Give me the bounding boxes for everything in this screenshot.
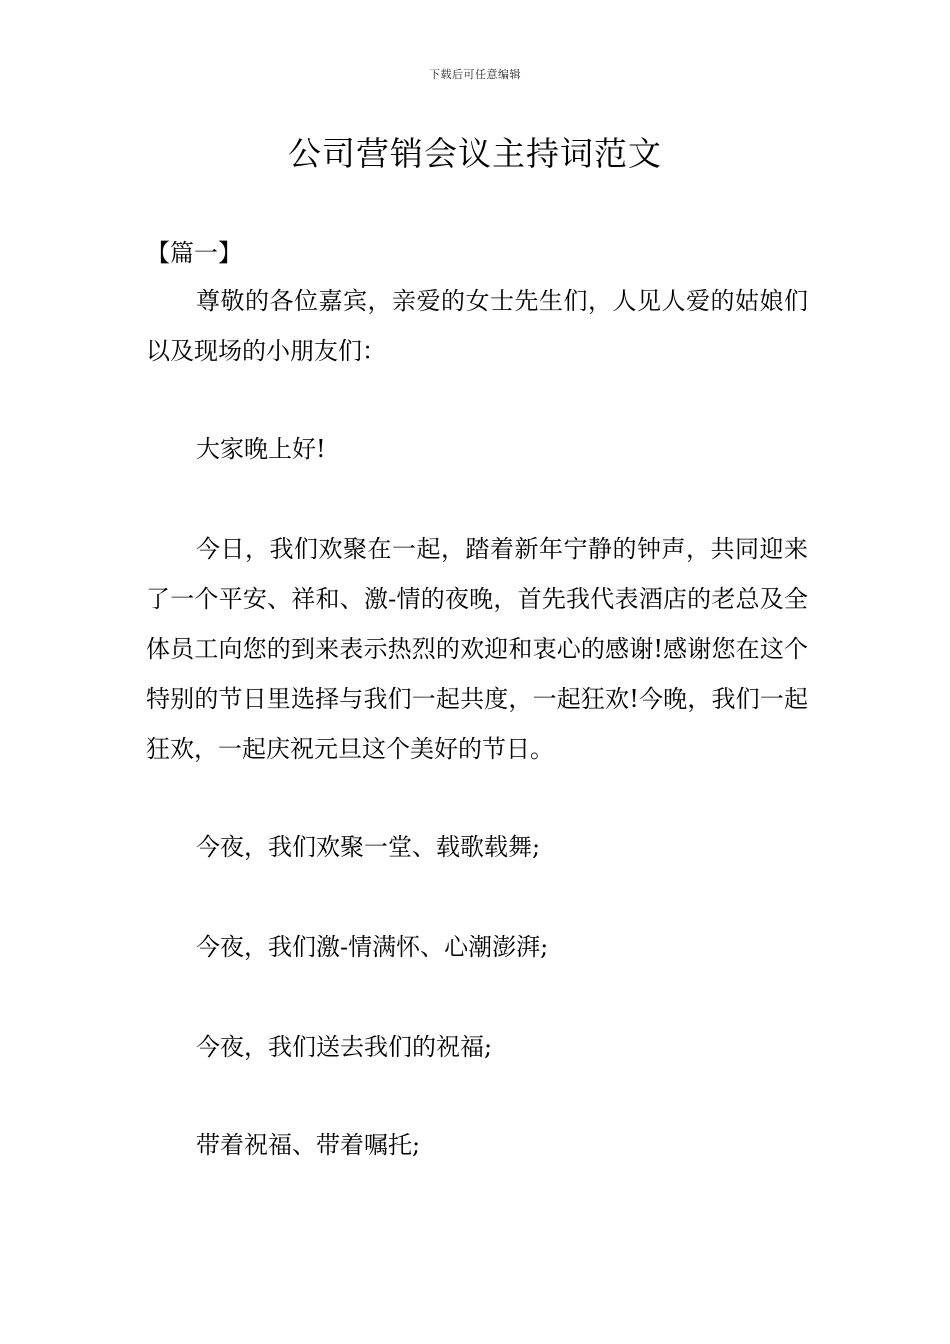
- header-note: 下载后可任意编辑: [429, 68, 521, 81]
- document-title: 公司营销会议主持词范文: [288, 134, 662, 173]
- section-label: 【篇一】: [146, 239, 242, 267]
- paragraph-tonight-3: 今夜，我们送去我们的祝福;: [196, 1033, 493, 1061]
- paragraph-greeting: 尊敬的各位嘉宾，亲爱的女士先生们，人见人爱的姑娘们以及现场的小朋友们：: [146, 287, 808, 365]
- paragraph-tonight-1: 今夜，我们欢聚一堂、载歌载舞;: [196, 833, 541, 861]
- paragraph-blessing: 带着祝福、带着嘱托;: [196, 1131, 421, 1159]
- paragraph-good-evening: 大家晚上好!: [196, 435, 326, 463]
- paragraph-tonight-2: 今夜，我们激-情满怀、心潮澎湃;: [196, 933, 549, 961]
- paragraph-welcome: 今日，我们欢聚在一起，踏着新年宁静的钟声，共同迎来了一个平安、祥和、激-情的夜晚，首先我代表酒店的老总及全体员工向您的到来表示热烈的欢迎和衷心的感谢!感谢您在这个特别的节日里选择与我们一起共度，一起狂欢!今晚，我们一起狂欢，一起庆祝元旦这个美好的节日。: [146, 535, 808, 763]
